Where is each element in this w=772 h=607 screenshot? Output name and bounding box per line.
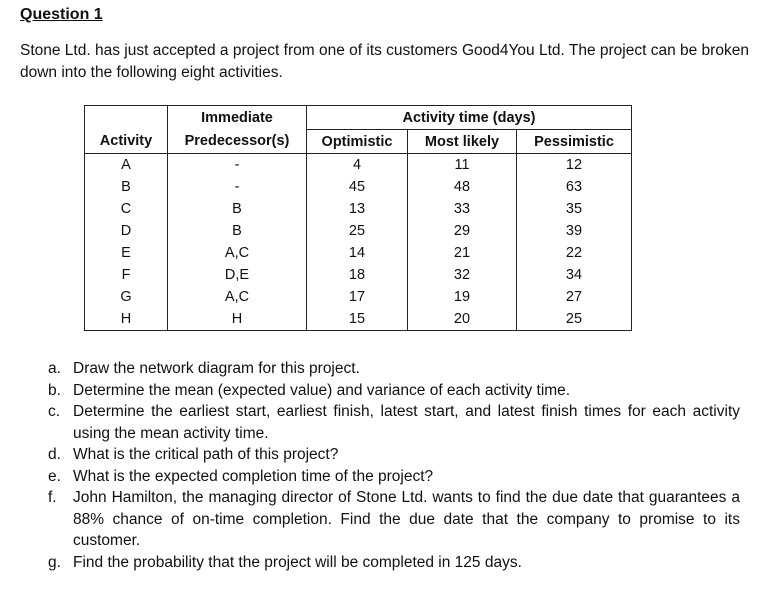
cell-pessimistic: 35 <box>517 198 632 220</box>
header-activity-time: Activity time (days) <box>307 106 632 130</box>
cell-predecessor: A,C <box>168 286 307 308</box>
table-header-row-2 <box>85 130 632 154</box>
cell-optimistic: 25 <box>307 220 408 242</box>
cell-optimistic: 15 <box>307 308 408 331</box>
cell-predecessor: - <box>168 154 307 177</box>
question-item <box>20 401 740 444</box>
cell-most-likely: 11 <box>408 154 517 177</box>
cell-pessimistic: 39 <box>517 220 632 242</box>
cell-predecessor: D,E <box>168 264 307 286</box>
question-item <box>20 487 740 552</box>
cell-pessimistic: 27 <box>517 286 632 308</box>
question-marker: c. <box>48 403 61 420</box>
cell-pessimistic: 25 <box>517 308 632 331</box>
table-row <box>85 308 632 331</box>
cell-optimistic: 17 <box>307 286 408 308</box>
cell-most-likely: 21 <box>408 242 517 264</box>
cell-pessimistic: 12 <box>517 154 632 177</box>
question-text: Find the probability that the project will be completed in 125 days. <box>73 553 522 571</box>
question-item <box>20 466 740 488</box>
cell-most-likely: 48 <box>408 176 517 198</box>
cell-optimistic: 4 <box>307 154 408 177</box>
cell-activity: F <box>85 264 168 286</box>
table-row <box>85 176 632 198</box>
table-row <box>85 198 632 220</box>
question-item <box>20 444 740 466</box>
cell-predecessor: B <box>168 220 307 242</box>
cell-predecessor: B <box>168 198 307 220</box>
cell-predecessor: A,C <box>168 242 307 264</box>
cell-activity: G <box>85 286 168 308</box>
cell-activity: D <box>85 220 168 242</box>
table-body <box>85 154 632 331</box>
table-row <box>85 264 632 286</box>
header-optimistic: Optimistic <box>307 130 408 154</box>
header-predecessor-top: Immediate <box>168 106 307 130</box>
cell-optimistic: 45 <box>307 176 408 198</box>
question-text: What is the critical path of this project? <box>73 446 339 463</box>
cell-activity: B <box>85 176 168 198</box>
question-text: Determine the earliest start, earliest finish, latest start, and latest finish times for each activity using the mean activity time. <box>73 403 740 442</box>
header-activity-spacer <box>85 106 168 130</box>
question-marker: a. <box>48 360 61 377</box>
question-list <box>20 358 740 573</box>
question-text: Draw the network diagram for this project. <box>73 360 360 377</box>
question-item <box>20 380 740 402</box>
header-pessimistic: Pessimistic <box>517 130 632 154</box>
intro-paragraph: Stone Ltd. has just accepted a project from one of its customers Good4You Ltd. The project can be broken down into the following eight activities. <box>20 42 749 81</box>
cell-most-likely: 19 <box>408 286 517 308</box>
question-item <box>20 552 740 574</box>
question-title: Question 1 <box>20 6 103 23</box>
table-row <box>85 286 632 308</box>
table-row <box>85 220 632 242</box>
question-marker: d. <box>48 446 61 463</box>
cell-activity: C <box>85 198 168 220</box>
cell-predecessor: - <box>168 176 307 198</box>
header-most-likely: Most likely <box>408 130 517 154</box>
cell-optimistic: 14 <box>307 242 408 264</box>
table-header-row-1 <box>85 106 632 130</box>
question-text: What is the expected completion time of the project? <box>73 467 434 485</box>
cell-pessimistic: 34 <box>517 264 632 286</box>
cell-activity: A <box>85 154 168 177</box>
cell-optimistic: 18 <box>307 264 408 286</box>
activity-table <box>84 105 632 331</box>
cell-most-likely: 32 <box>408 264 517 286</box>
cell-most-likely: 33 <box>408 198 517 220</box>
cell-most-likely: 20 <box>408 308 517 331</box>
table-row <box>85 242 632 264</box>
question-item <box>20 358 740 380</box>
cell-most-likely: 29 <box>408 220 517 242</box>
question-marker: e. <box>48 467 61 485</box>
header-activity: Activity <box>85 130 168 154</box>
question-text: John Hamilton, the managing director of Stone Ltd. wants to find the due date that guarantees a 88% chance of on-time completion. Find the due date that the company to promise to its customer. <box>73 489 740 549</box>
header-predecessor-bottom: Predecessor(s) <box>168 130 307 154</box>
question-marker: b. <box>48 381 61 399</box>
cell-pessimistic: 22 <box>517 242 632 264</box>
cell-activity: H <box>85 308 168 331</box>
cell-activity: E <box>85 242 168 264</box>
table-row <box>85 154 632 177</box>
question-text: Determine the mean (expected value) and variance of each activity time. <box>73 381 571 399</box>
cell-predecessor: H <box>168 308 307 331</box>
question-marker: f. <box>48 489 57 506</box>
question-marker: g. <box>48 553 61 571</box>
cell-optimistic: 13 <box>307 198 408 220</box>
cell-pessimistic: 63 <box>517 176 632 198</box>
